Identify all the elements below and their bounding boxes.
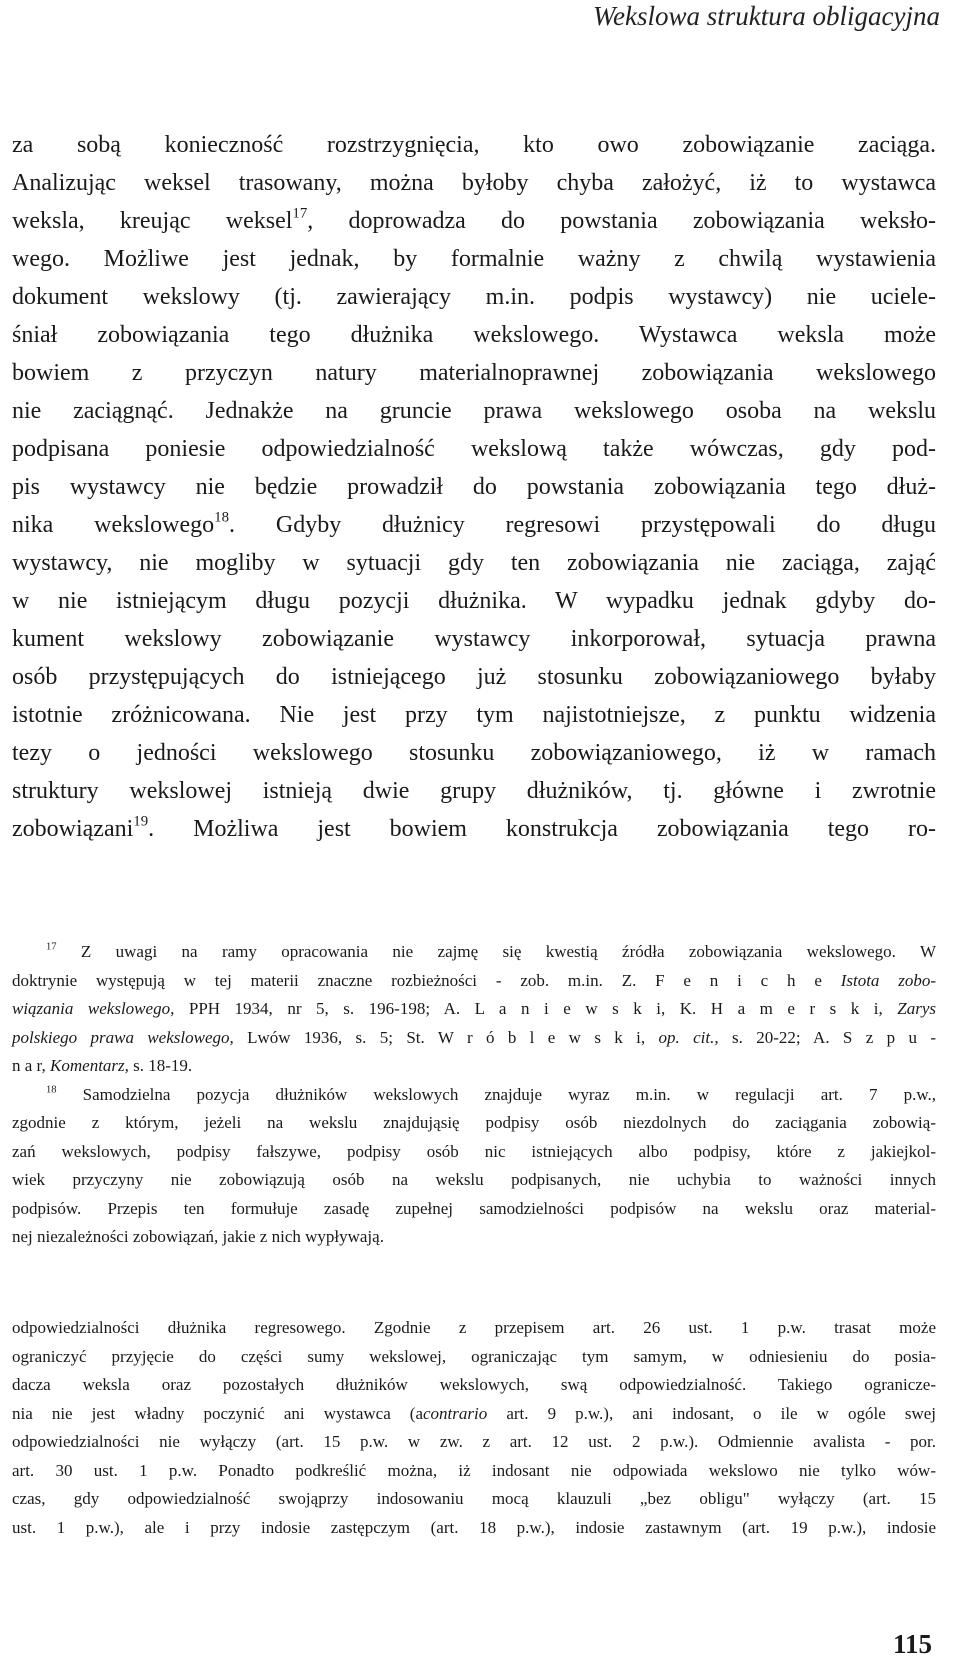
text-line: bowiem z przyczyn natury materialnoprawnej zobowiązania wekslowego — [12, 360, 936, 386]
footnote-line: $^{18}$ Samodzielna pozycja dłużników wekslowych znajduje wyraz m.in. w regulacji art. 7 p.w., — [46, 1083, 937, 1104]
text-line: tezy o jedności wekslowego stosunku zobowiązaniowego, iż w ramach — [12, 740, 936, 766]
footnote-17 — [12, 938, 936, 1081]
footnote-ref-18[interactable]: 18 — [214, 509, 230, 526]
footnote-line: odpowiedzialności nie wyłączy (art. 15 p.w. w zw. z art. 12 ust. 2 p.w.). Odmiennie avalista - por. — [12, 1432, 936, 1451]
text-line: pis wystawcy nie będzie prowadził do powstania zobowiązania tego dłuż- — [12, 474, 936, 500]
footnote-continuation — [12, 1314, 936, 1542]
footnote-line: n a r, Komentarz, s. 18-19. — [12, 1056, 193, 1075]
text-line: Analizując weksel trasowany, można byłoby chyba założyć, iż to wystawca — [12, 170, 936, 196]
footnote-line: wiek przyczyny nie zobowiązują osób na wekslu podpisanych, nie uchybia to ważności innych — [12, 1170, 936, 1189]
footnote-line: ust. 1 p.w.), ale i przy indosie zastępczym (art. 18 p.w.), indosie zastawnym (art. 19 p.w.), indosie — [12, 1517, 936, 1537]
running-header: Wekslowa struktura obligacyjna — [593, 1, 940, 31]
footnote-line: wiązania wekslowego, PPH 1934, nr 5, s. 196-198; A. L a n i e w s k i, K. H a m e r s k i, Zarys — [12, 999, 937, 1018]
footnote-line: dacza weksla oraz pozostałych dłużników wekslowych, swą odpowiedzialność. Takiego ogranicze- — [12, 1375, 936, 1394]
text-line: struktury wekslowej istnieją dwie grupy dłużników, tj. główne i zwrotnie — [12, 778, 936, 804]
footnotes — [12, 938, 936, 1252]
footnote-18 — [12, 1081, 936, 1252]
footnote-line: podpisów. Przepis ten formułuje zasadę zupełnej samodzielności podpisów na wekslu oraz material- — [12, 1198, 936, 1218]
text-line: nie zaciągnąć. Jednakże na gruncie prawa wekslowego osoba na wekslu — [12, 398, 936, 424]
text-line: weksla, kreując weksel$^{17}$, doprowadza do powstania zobowiązania weksło- — [12, 205, 937, 234]
text-line: dokument wekslowy (tj. zawierający m.in. podpis wystawcy) nie uciele- — [12, 284, 936, 310]
footnote-marker: 17 — [46, 941, 57, 953]
footnote-line: doktrynie występują w tej materii znaczne rozbieżności - zob. m.in. Z. F e n i c h e Istota zobo- — [12, 970, 937, 990]
footnote-line: ograniczyć przyjęcie do części sumy wekslowej, ograniczając tym samym, w odniesieniu do posia- — [12, 1346, 936, 1366]
footnote-line: zgodnie z którym, jeżeli na wekslu znajdująsię podpisy osób niezdolnych do zaciągania zobowią- — [12, 1113, 936, 1132]
main-text — [12, 126, 936, 848]
text-line: zobowiązani$^{19}$. Możliwa jest bowiem konstrukcja zobowiązania tego ro- — [12, 813, 936, 842]
footnote-ref-17[interactable]: 17 — [292, 205, 308, 222]
footnote-line: art. 30 ust. 1 p.w. Ponadto podkreślić można, iż indosant nie odpowiada wekslowo nie tylko wów- — [12, 1460, 936, 1480]
page-number: 115 — [892, 1629, 932, 1659]
text-line: nika wekslowego$^{18}$. Gdyby dłużnicy regresowi przystępowali do długu — [12, 509, 937, 538]
text-line: śniał zobowiązania tego dłużnika wekslowego. Wystawca weksla może — [12, 322, 936, 348]
footnote-line: czas, gdy odpowiedzialność swojąprzy indosowaniu mocą klauzuli „bez obligu" wyłączy (art. 15 — [12, 1489, 936, 1508]
footnote-line: zań wekslowych, podpisy fałszywe, podpisy osób nic istniejących albo podpisy, które z jakiejkol- — [12, 1141, 936, 1161]
footnote-ref-19[interactable]: 19 — [133, 813, 149, 830]
footnote-line: nia nie jest władny poczynić ani wystawca (acontrario art. 9 p.w.), ani indosant, o ile w ogóle swej — [12, 1403, 937, 1423]
text-line: istotnie zróżnicowana. Nie jest przy tym najistotniejsze, z punktu widzenia — [12, 702, 936, 728]
text-line: w nie istniejącym długu pozycji dłużnika. W wypadku jednak gdyby do- — [12, 588, 936, 614]
footnote-marker: 18 — [46, 1083, 57, 1095]
footnote-line: $^{17}$ Z uwagi na ramy opracowania nie zajmę się kwestią źródła zobowiązania wekslowego. W — [46, 941, 936, 961]
text-line: osób przystępujących do istniejącego już stosunku zobowiązaniowego byłaby — [12, 664, 936, 690]
footnote-line: polskiego prawa wekslowego, Lwów 1936, s. 5; St. W r ó b l e w s k i, op. cit., s. 20-22; A. S z p u - — [12, 1027, 937, 1047]
text-line: za sobą konieczność rozstrzygnięcia, kto owo zobowiązanie zaciąga. — [12, 132, 936, 158]
text-line: wystawcy, nie mogliby w sytuacji gdy ten zobowiązania nie zaciąga, zająć — [12, 550, 936, 576]
footnote-line: odpowiedzialności dłużnika regresowego. Zgodnie z przepisem art. 26 ust. 1 p.w. trasat może — [12, 1318, 936, 1337]
text-line: wego. Możliwe jest jednak, by formalnie ważny z chwilą wystawienia — [12, 246, 936, 272]
text-line: podpisana poniesie odpowiedzialność wekslową także wówczas, gdy pod- — [12, 436, 936, 462]
text-line: kument wekslowy zobowiązanie wystawcy inkorporował, sytuacja prawna — [12, 626, 936, 652]
footnote-line: nej niezależności zobowiązań, jakie z nich wypływają. — [12, 1227, 384, 1246]
